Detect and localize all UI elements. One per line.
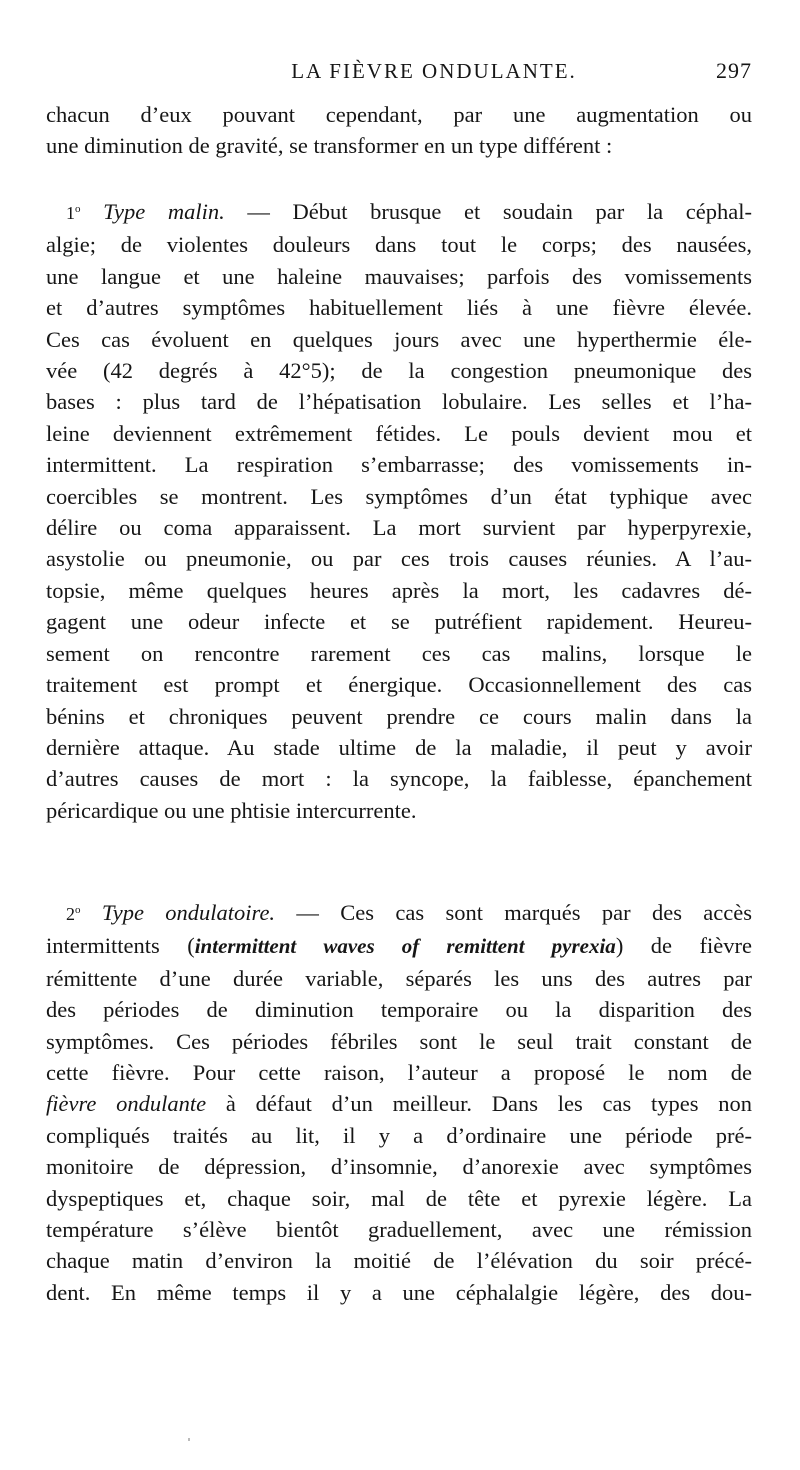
text-line: des périodes de diminution temporaire ou la disparition des — [46, 997, 752, 1023]
text-line: dernière attaque. Au stade ultime de la maladie, il peut y avoir — [46, 734, 752, 760]
text-line: bénins et chroniques peuvent prendre ce cours malin dans la — [46, 703, 752, 729]
text-line: coercibles se montrent. Les symptômes d’un état typhique avec — [46, 483, 752, 509]
section-type-ondulatoire — [46, 895, 752, 1308]
intro-paragraph — [46, 99, 752, 162]
section-heading-line — [46, 194, 752, 229]
text-line: fièvre ondulante à défaut d’un meilleur. Dans les cas types non — [46, 1091, 752, 1117]
english-term: intermittent waves of remittent pyrexia — [194, 934, 616, 959]
section-heading-text: — Début brusque et soudain par la céphal- — [224, 199, 753, 224]
text-line: péricardique ou une phtisie intercurrente. — [46, 797, 417, 823]
text-line: rémittente d’une durée variable, séparés les uns des autres par — [46, 965, 752, 991]
text-line: leine deviennent extrêmement fétides. Le pouls devient mou et — [46, 420, 752, 446]
page-number: 297 — [716, 58, 752, 83]
text-line: et d’autres symptômes habituellement liés à une fièvre élevée. — [46, 295, 752, 321]
page-header — [46, 56, 752, 86]
text-line: symptômes. Ces périodes fébriles sont le seul trait constant de — [46, 1028, 752, 1054]
text-line: chacun d’eux pouvant cependant, par une augmentation ou — [46, 102, 752, 127]
text-line: vée (42 degrés à 42°5); de la congestion pneumonique des — [46, 358, 752, 384]
print-speck — [188, 1438, 190, 1441]
text-line: une langue et une haleine mauvaises; parfois des vomissements — [46, 263, 752, 289]
section-type-malin — [46, 194, 752, 826]
section-number: 1$^o$ — [66, 203, 81, 223]
text-line: chaque matin d’environ la moitié de l’élévation du soir précé- — [46, 1248, 752, 1274]
text-line: intermittent. La respiration s’embarrasse; des vomissements in- — [46, 452, 752, 478]
text-line: asystolie ou pneumonie, ou par ces trois causes réunies. A l’au- — [46, 546, 752, 572]
section-title: Type malin. — [103, 199, 225, 224]
text-line: algie; de violentes douleurs dans tout le corps; des nausées, — [46, 232, 752, 258]
text-line: bases : plus tard de l’hépatisation lobulaire. Les selles et l’ha- — [46, 389, 752, 415]
text-line: intermittents (intermittent waves of remittent pyrexia) de fièvre — [46, 933, 752, 959]
text-line: délire ou coma apparaissent. La mort survient par hyperpyrexie, — [46, 515, 752, 541]
text-line: cette fièvre. Pour cette raison, l’auteur a proposé le nom de — [46, 1060, 752, 1086]
section-title: Type ondulatoire. — [101, 900, 276, 925]
section-heading-line — [46, 895, 752, 930]
text-line: compliqués traités au lit, il y a d’ordinaire une période pré- — [46, 1122, 752, 1148]
text-line: température s’élève bientôt graduellement, avec une rémission — [46, 1217, 752, 1243]
text-line: d’autres causes de mort : la syncope, la faiblesse, épanchement — [46, 766, 752, 792]
text-line: Ces cas évoluent en quelques jours avec une hyperthermie éle- — [46, 326, 752, 352]
text-line: monitoire de dépression, d’insomnie, d’anorexie avec symptômes — [46, 1154, 752, 1180]
text-line: traitement est prompt et énergique. Occasionnellement des cas — [46, 672, 752, 698]
proposed-name: fièvre ondulante — [46, 1091, 207, 1117]
text-line: dent. En même temps il y a une céphalalgie légère, des dou- — [46, 1279, 752, 1305]
text-line: une diminution de gravité, se transformer en un type différent : — [46, 133, 613, 159]
text-line: gagent une odeur infecte et se putréfient rapidement. Heureu- — [46, 609, 752, 635]
section-heading-text: — Ces cas sont marqués par des accès — [275, 900, 752, 925]
text-line: topsie, même quelques heures après la mort, les cadavres dé- — [46, 577, 752, 603]
section-number: 2$^o$ — [66, 904, 81, 924]
text-line: sement on rencontre rarement ces cas malins, lorsque le — [46, 640, 752, 666]
text-line: dyspeptiques et, chaque soir, mal de tête et pyrexie légère. La — [46, 1185, 752, 1211]
running-title: LA FIÈVRE ONDULANTE. — [291, 59, 577, 83]
